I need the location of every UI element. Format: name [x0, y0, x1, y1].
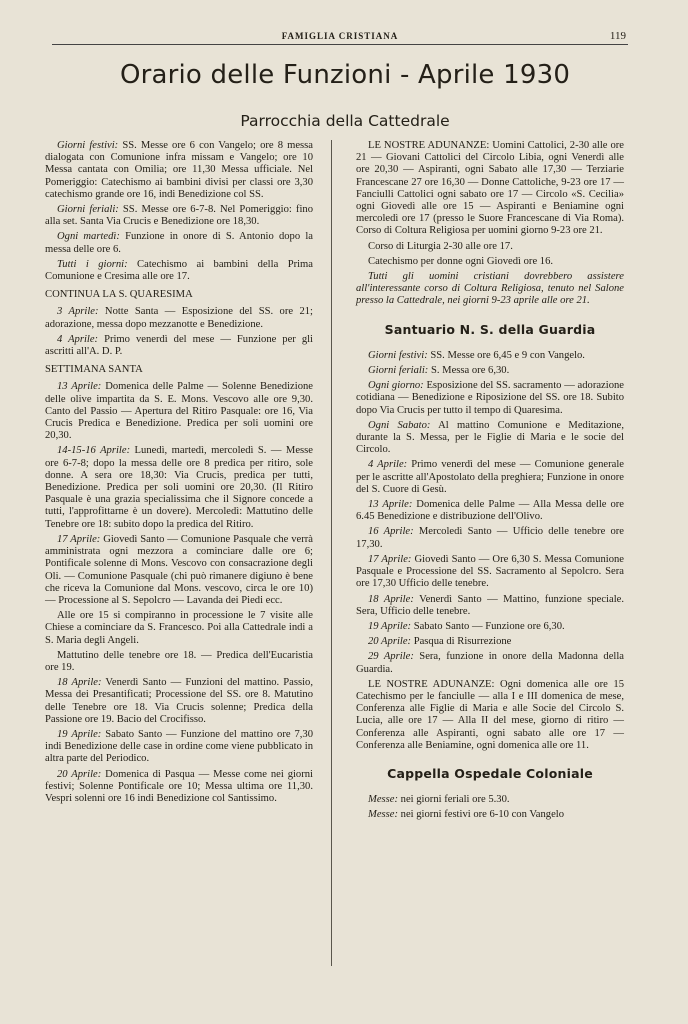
- paragraph-label: Giorni festivi:: [368, 349, 428, 361]
- paragraph-text: Funzione in onore di S. Antonio dopo la messa delle ore 6.: [45, 231, 313, 255]
- paragraph-label: 19 Aprile:: [57, 728, 102, 740]
- paragraph-label: 18 Aprile:: [368, 593, 414, 605]
- paragraph-text: Al mattino Comunione e Meditazione, durante la S. Messa, per le Figlie di Maria e le socie del Circolo.: [356, 419, 624, 456]
- paragraph-text: Sabato Santo — Funzione del mattino ore 7,30 indi Benedizione delle case in ordine come viene pubblicato in altra parte del Periodico.: [45, 728, 313, 765]
- schedule-paragraph: [45, 381, 313, 442]
- paragraph-text: LE NOSTRE ADUNANZE: Ogni domenica alle ore 15 Catechismo per le fanciulle — alla I e III domenica de mese, Conferenza alle Figlie di Maria e alle Socie del Circolo S. Lucia, alle ore 17 — Alla II del mese, giorno di ritiro — Conferenza alle Aspiranti, ogni sabato alle ore 17 — Conferenza alle Beniamine, ogni domenica alle ore 11.: [356, 678, 624, 751]
- paragraph-text: Lunedì, martedì, mercoledì S. — Messe ore 6-7-8; dopo la messa delle ore 8 predica per ritiro, sole donne. A sera ore 18,30: Via Crucis, predica per tutti, Benedizione. Predica per soli uomini ore 20,30. (Il Ritiro Pasquale è una grazia specialissima che il Signore concede a tutti, l'approfittarne è un dovere). Mercoledì: Mattutino delle Tenebre ore 18: subito dopo la predica del Ritiro.: [45, 445, 313, 530]
- paragraph-label: 29 Aprile:: [368, 651, 414, 663]
- paragraph-text: SS. Messe ore 6 con Vangelo; ore 8 messa dialogata con Comunione infra missam e Vangelo; ore 10 Messa cantata con Omilia; ore 11,30 Messa ufficiale. Nel Pomeriggio: Catechismo ai bambini divisi per classi ore 3,30 catechismo grande ore 16, indi Benedizione col SS.: [45, 140, 314, 200]
- paragraph-label: Ogni Sabato:: [368, 419, 431, 431]
- schedule-paragraph: [356, 271, 624, 308]
- page-title: Orario delle Funzioni - Aprile 1930: [119, 60, 571, 90]
- schedule-paragraph: [356, 651, 624, 675]
- paragraph-text: nei giorni festivi ore 6-10 con Vangelo: [398, 809, 565, 821]
- paragraph-text: Tutti gli uomini cristiani dovrebbero assistere all'interessante corso di Coltura Religiosa, tenuto nel Salone presso la Cattedrale, nei giorni 9-23 aprile alle ore 21.: [356, 271, 624, 307]
- paragraph-text: SETTIMANA SANTA: [45, 364, 143, 376]
- magazine-name: FAMIGLIA CRISTIANA: [281, 31, 399, 41]
- section-heading: [45, 364, 313, 376]
- schedule-paragraph: [45, 677, 313, 726]
- schedule-paragraph: [356, 499, 624, 523]
- paragraph-text: Alle ore 15 si compiranno in processione le 7 visite alle Chiese a cominciare da S. Francesco. Poi alla Cattedrale indi a S. Maria degli Angeli.: [45, 610, 313, 646]
- paragraph-text: Giovedì Santo — Comunione Pasquale che verrà amministrata ogni mezzora a cominciare dalle ore 6; Pontificale solenne di Mons. Vescovo con consacrazione degli Oli. — Comunione Pasquale (chi può rimanere digiuno è bene che riceva la Comunione dal Mons. vescovo, circa le ore 10) — Processione al S. Sepolcro — Lavanda dei Piedi ecc.: [45, 533, 313, 606]
- schedule-paragraph: [356, 526, 624, 550]
- paragraph-label: 17 Aprile:: [57, 533, 101, 545]
- schedule-paragraph: [356, 350, 624, 362]
- schedule-paragraph: [356, 554, 624, 591]
- paragraph-text: Domenica delle Palme — Alla Messa delle ore 6.45 Benedizione e distribuzione dell'Olivo.: [356, 499, 624, 523]
- paragraph-label: 4 Aprile:: [368, 459, 408, 471]
- paragraph-text: SS. Messe ore 6-7-8. Nel Pomeriggio: fino alla set. Santa Via Crucis e Benedizione ore 18,30.: [45, 204, 313, 228]
- schedule-paragraph: [356, 420, 624, 457]
- paragraph-label: 18 Aprile:: [57, 677, 102, 689]
- paragraph-text: Catechismo ai bambini della Prima Comunione e Cresima alle ore 17.: [45, 258, 313, 283]
- paragraph-text: Mattutino delle tenebre ore 18. — Predica dell'Eucaristia ore 19.: [45, 649, 313, 673]
- cappella-block: [356, 794, 624, 821]
- paragraph-text: CONTINUA LA S. QUARESIMA: [45, 289, 193, 301]
- schedule-paragraph: [356, 256, 624, 268]
- schedule-paragraph: [45, 729, 313, 766]
- running-header: [52, 30, 628, 45]
- schedule-paragraph: [356, 380, 624, 417]
- section-heading: [45, 289, 313, 301]
- schedule-paragraph: [45, 650, 313, 674]
- adunanze-block: [356, 140, 624, 308]
- schedule-paragraph: [45, 445, 313, 530]
- paragraph-text: Catechismo per donne ogni Giovedì ore 16.: [368, 255, 554, 267]
- schedule-paragraph: [356, 809, 624, 821]
- paragraph-label: 20 Aprile:: [57, 768, 102, 780]
- paragraph-text: Venerdì Santo — Funzioni del mattino. Passio, Messa dei Presantificati; Processione del SS. ore 8. Matutino delle Tenebre ore 18. Via Crucis solenne; Predica della Passione ore 19. Bacio del Crocifisso.: [45, 677, 314, 725]
- paragraph-text: Domenica delle Palme — Solenne Benedizione delle olive impartita da S. E. Mons. Vescovo alle ore 9,30. Canto del Passio — Apertura del Ritiro Pasquale: ore 16, Via Crucis Predica e Benedizione. Predica per soli uomini ore 20,30.: [45, 381, 313, 442]
- schedule-paragraph: [45, 610, 313, 647]
- right-column: [356, 140, 624, 825]
- paragraph-text: S. Messa ore 6,30.: [428, 365, 510, 377]
- paragraph-label: Ogni martedì:: [57, 231, 120, 243]
- paragraph-text: Corso di Liturgia 2-30 alle ore 17.: [368, 240, 513, 252]
- schedule-paragraph: [356, 794, 624, 806]
- paragraph-text: nei giorni feriali ore 5.30.: [398, 794, 510, 806]
- schedule-paragraph: [45, 231, 313, 255]
- paragraph-label: Messe:: [368, 794, 399, 806]
- santuario-block: [356, 350, 624, 752]
- paragraph-label: 14-15-16 Aprile:: [57, 445, 131, 457]
- page-number: 119: [609, 30, 626, 42]
- schedule-paragraph: [45, 204, 313, 228]
- paragraph-label: 3 Aprile:: [57, 306, 99, 318]
- paragraph-label: Messe:: [368, 809, 399, 821]
- paragraph-label: 20 Aprile:: [368, 636, 412, 648]
- paragraph-label: Giorni feriali:: [368, 365, 429, 377]
- schedule-paragraph: [45, 334, 313, 358]
- paragraph-text: Primo venerdì del mese — Comunione generale per le ascritte all'Apostolato della preghiera; Funzione in onore del S. Cuore di Gesù.: [356, 459, 624, 495]
- paragraph-text: Esposizione del SS. sacramento — adorazione cotidiana — Benedizione e Riposizione del SS. ore 18. Subito dopo Via Crucis per tutto il tempo di Quaresima.: [356, 380, 624, 416]
- paragraph-label: Giorni feriali:: [57, 204, 119, 216]
- paragraph-text: LE NOSTRE ADUNANZE: Uomini Cattolici, 2-30 alle ore 21 — Giovani Cattolici del Circolo Libia, ogni Venerdì alle ore 20,30 — Aspiranti, ogni Sabato alle 17,30 — Terziarie Francescane 27 ore 16,30 — Donne Cattoliche, 9-23 ore 17 — Fanciulli Cattolici ogni sabato ore 17 — Circolo «S. Cecilia» ogni Giovedì alle ore 15 — Aspiranti e Beniamine ogni mercoledì ore 17 (presso le Suore Francescane di Via Roma). Corso di Coltura Religiosa per uomini giorno 9-23 ore 21.: [356, 140, 624, 237]
- paragraph-text: Mercoledì Santo — Ufficio delle tenebre ore 17,30.: [356, 526, 625, 550]
- paragraph-label: Giorni festivi:: [57, 140, 119, 151]
- schedule-paragraph: [356, 140, 624, 238]
- schedule-paragraph: [356, 241, 624, 253]
- paragraph-text: Venerdì Santo — Mattino, funzione speciale. Sera, Ufficio delle tenebre.: [356, 593, 625, 617]
- paragraph-label: 13 Aprile:: [368, 499, 413, 511]
- schedule-paragraph: [356, 679, 624, 752]
- schedule-paragraph: [356, 365, 624, 377]
- paragraph-text: Notte Santa — Esposizione del SS. ore 21; adorazione, messa dopo mezzanotte e Benedizione.: [45, 306, 313, 330]
- schedule-paragraph: [45, 259, 313, 283]
- paragraph-label: Tutti i giorni:: [57, 258, 128, 270]
- paragraph-text: Primo venerdì del mese — Funzione per gli ascritti all'A. D. P.: [45, 333, 313, 358]
- schedule-paragraph: [356, 459, 624, 496]
- schedule-paragraph: [45, 140, 313, 201]
- parish-subtitle: Parrocchia della Cattedrale: [240, 112, 450, 130]
- heading-cappella: Cappella Ospedale Coloniale: [387, 765, 593, 781]
- paragraph-text: Giovedì Santo — Ore 6,30 S. Messa Comunione Pasquale e Processione del SS. Sacramento al Sepolcro. Sera ore 17,30 Ufficio delle tenebre.: [356, 553, 625, 590]
- schedule-paragraph: [356, 594, 624, 618]
- column-divider: [331, 140, 332, 966]
- schedule-paragraph: [45, 534, 313, 607]
- schedule-paragraph: [356, 621, 624, 633]
- paragraph-text: Domenica di Pasqua — Messe come nei giorni festivi; Solenne Pontificale ore 10; Messa ultima ore 11,30. Vespri solenni ore 16 indi Benedizione col Santissimo.: [45, 768, 313, 804]
- paragraph-label: 4 Aprile:: [57, 333, 99, 345]
- paragraph-label: 19 Aprile:: [368, 620, 412, 632]
- paragraph-text: SS. Messe ore 6,45 e 9 con Vangelo.: [427, 349, 585, 361]
- schedule-paragraph: [356, 636, 624, 648]
- left-column: [45, 140, 313, 808]
- schedule-paragraph: [45, 306, 313, 330]
- paragraph-label: 13 Aprile:: [57, 381, 102, 393]
- paragraph-text: Sabato Santo — Funzione ore 6,30.: [411, 620, 565, 632]
- paragraph-label: 16 Aprile:: [368, 526, 414, 538]
- heading-santuario: Santuario N. S. della Guardia: [384, 321, 596, 337]
- paragraph-text: Sera, funzione in onore della Madonna della Guardia.: [356, 651, 625, 675]
- paragraph-label: Ogni giorno:: [368, 380, 424, 392]
- paragraph-label: 17 Aprile:: [368, 553, 412, 565]
- schedule-paragraph: [45, 769, 313, 806]
- paragraph-text: Pasqua di Risurrezione: [411, 636, 512, 648]
